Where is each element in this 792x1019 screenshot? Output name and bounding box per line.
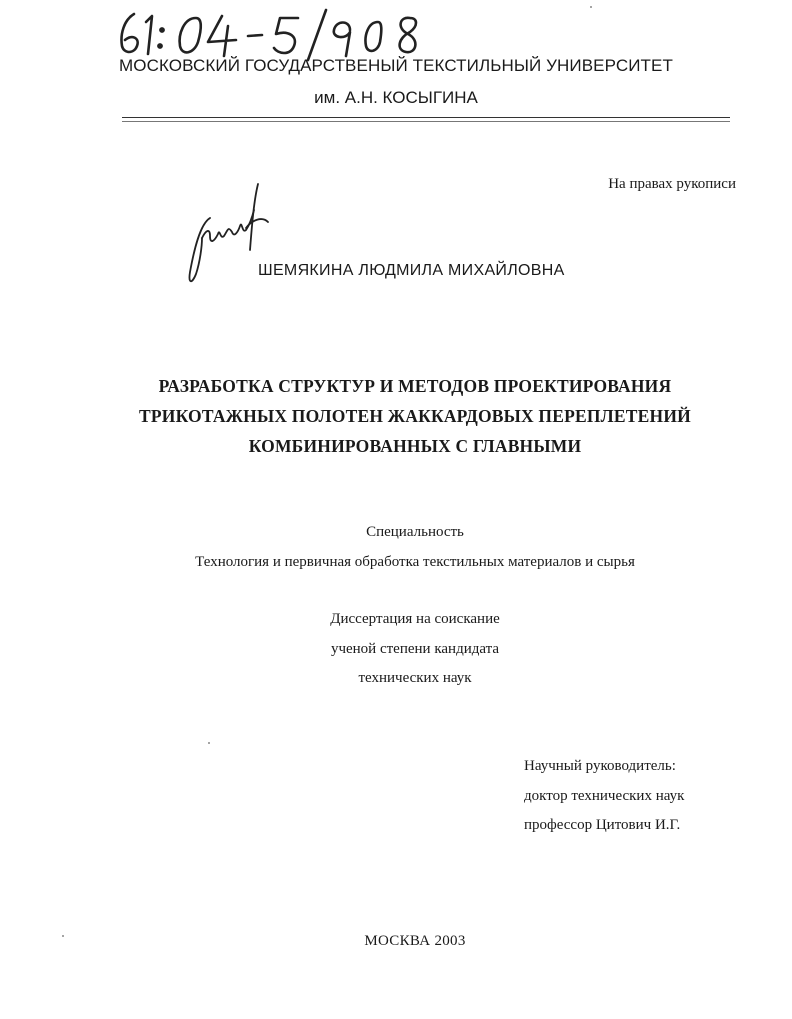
header-divider-bottom [122, 121, 730, 122]
handwritten-archive-code [112, 4, 452, 64]
author-name: ШЕМЯКИНА ЛЮДМИЛА МИХАЙЛОВНА [258, 262, 565, 279]
specialty-value: Технология и первичная обработка текстильных материалов и сырья [195, 554, 635, 570]
scan-speck [590, 6, 592, 8]
university-named-after: им. А.Н. КОСЫГИНА [314, 88, 478, 107]
supervisor-degree: доктор технических наук [524, 788, 685, 804]
dissertation-title-line-1: РАЗРАБОТКА СТРУКТУР И МЕТОДОВ ПРОЕКТИРОВАНИЯ [158, 376, 672, 396]
supervisor-label: Научный руководитель: [524, 758, 676, 774]
scan-speck [62, 935, 64, 937]
dissertation-degree-line-3: технических наук [358, 670, 472, 686]
header-divider-top [122, 117, 730, 118]
specialty-label: Специальность [366, 524, 464, 540]
city-and-year: МОСКВА 2003 [364, 933, 466, 949]
dissertation-degree-line-2: ученой степени кандидата [330, 641, 500, 657]
dissertation-degree-line-1: Диссертация на соискание [330, 611, 500, 627]
supervisor-name: профессор Цитович И.Г. [524, 817, 681, 833]
rights-note: На правах рукописи [608, 176, 736, 192]
dissertation-title-line-2: ТРИКОТАЖНЫХ ПОЛОТЕН ЖАККАРДОВЫХ ПЕРЕПЛЕТЕНИЙ [139, 406, 691, 426]
dissertation-title-line-3: КОМБИНИРОВАННЫХ С ГЛАВНЫМИ [248, 436, 582, 456]
scan-speck [208, 742, 210, 744]
university-name: МОСКОВСКИЙ ГОСУДАРСТВЕНЫЙ ТЕКСТИЛЬНЫЙ УНИВЕРСИТЕТ [119, 56, 673, 75]
